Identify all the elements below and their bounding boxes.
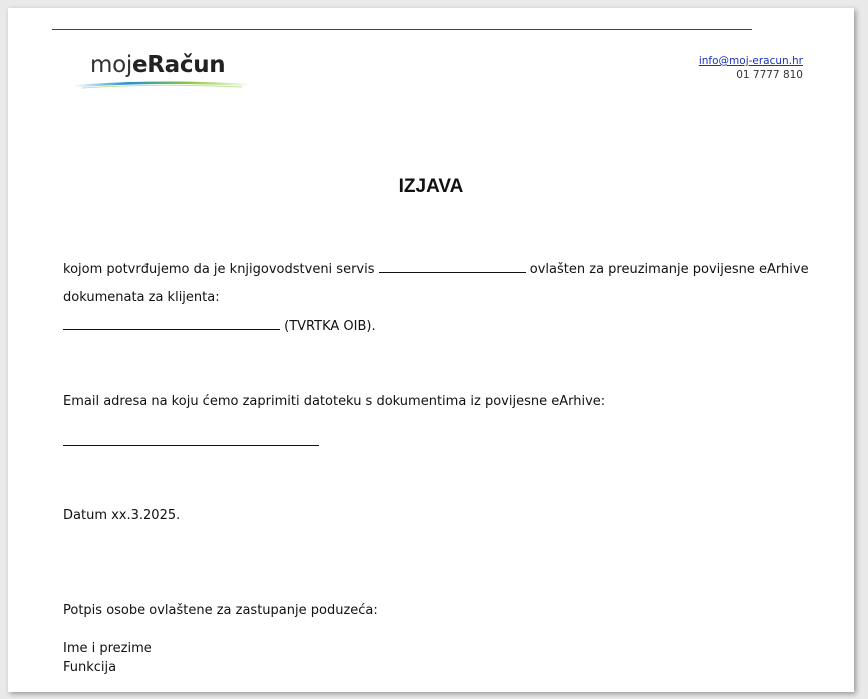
signature-label: Potpis osobe ovlaštene za zastupanje poduzeća: [63,603,378,618]
header-rule [52,29,752,30]
client-blank [63,318,280,330]
logo-swoosh-icon [72,78,252,90]
document-page [8,8,854,692]
name-label: Ime i prezime [63,641,152,656]
logo-text-light: moj [90,52,132,78]
paragraph-line-2: dokumenata za klijenta: [63,290,220,305]
paragraph-text-end: ovlašten za preuzimanje povijesne eArhive [529,262,809,277]
service-name-blank [379,261,526,273]
logo-text-bold: eRačun [131,52,226,78]
email-link[interactable]: info@moj-eracun.hr [698,55,803,67]
logo-text [90,52,225,78]
paragraph-line-1 [63,261,809,277]
email-blank-row [63,434,319,450]
date-line: Datum xx.3.2025. [63,508,181,523]
paragraph-line-3 [63,318,376,334]
phone-number: 01 7777 810 [736,69,803,81]
contact-block [699,54,803,82]
email-blank [63,434,319,446]
function-label: Funkcija [63,660,117,675]
client-label: (TVRTKA OIB). [284,319,376,334]
document-title: IZJAVA [398,176,464,197]
paragraph-text-start: kojom potvrđujemo da je knjigovodstveni servis [63,262,375,277]
email-label: Email adresa na koju ćemo zaprimiti datoteku s dokumentima iz povijesne eArhive: [63,394,606,409]
company-logo [72,52,252,98]
